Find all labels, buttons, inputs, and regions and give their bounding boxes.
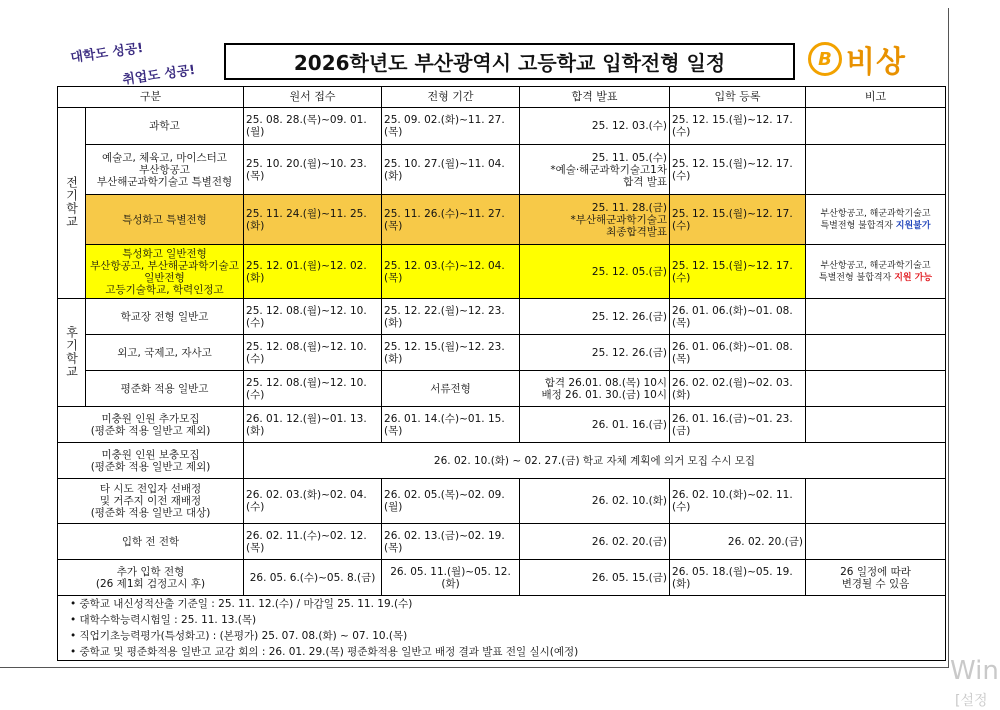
- cell-remarks: [806, 108, 946, 145]
- row-label-additional: [58, 407, 244, 443]
- cell-period: 26. 02. 13.(금)~02. 19.(목): [382, 524, 520, 560]
- footnote: • 중학교 및 평준화적용 일반고 교감 회의 : 26. 01. 29.(목) 평준화적용 일반고 배정 결과 발표 전일 실시(예정): [58, 644, 946, 661]
- remark-emphasis: 지원 가능: [894, 272, 933, 283]
- remark-text: 특별전형 불합격자: [820, 220, 896, 231]
- cell-result: 26. 05. 15.(금): [520, 560, 670, 596]
- cell-period: 26. 05. 11.(월)~05. 12.(화): [382, 560, 520, 596]
- result-line: *부산해군과학기술고: [570, 213, 668, 226]
- cell-remarks: [806, 479, 946, 524]
- group-label-late: 후기학교: [58, 299, 86, 407]
- footnote-row: [58, 596, 946, 613]
- row-label-foreign: 외고, 국제고, 자사고: [86, 335, 244, 371]
- cell-registration: 25. 12. 15.(월)~12. 17.(수): [670, 245, 806, 299]
- row-label-special-track: 특성화고 특별전형: [86, 195, 244, 245]
- remark-line: [808, 220, 943, 232]
- page-border-right: [948, 8, 949, 668]
- cell-period: 25. 12. 22.(월)~12. 23.(화): [382, 299, 520, 335]
- cell-application: 25. 12. 08.(월)~12. 10.(수): [244, 371, 382, 407]
- cell-application: 25. 10. 20.(월)~10. 23.(목): [244, 145, 382, 195]
- table-row: [58, 108, 946, 145]
- page-title: 2026학년도 부산광역시 고등학교 입학전형 일정: [224, 43, 795, 80]
- remark-line: [808, 272, 943, 284]
- footnote-row: [58, 644, 946, 661]
- row-label-line: 고등기술학교, 학력인정고: [105, 283, 224, 296]
- cell-period: 25. 12. 15.(월)~12. 23.(화): [382, 335, 520, 371]
- header-application: 원서 접수: [244, 87, 382, 108]
- table-row: [58, 195, 946, 245]
- cell-application: 25. 11. 24.(월)~11. 25.(화): [244, 195, 382, 245]
- cell-period: 25. 09. 02.(화)~11. 27.(목): [382, 108, 520, 145]
- cell-registration: 26. 05. 18.(월)~05. 19.(화): [670, 560, 806, 596]
- row-label-arts: [86, 145, 244, 195]
- cell-remarks: [806, 335, 946, 371]
- remark-emphasis: 지원불가: [895, 220, 931, 231]
- slogan-line-2: 취업도 성공!: [121, 62, 197, 89]
- cell-registration: 26. 02. 10.(화)~02. 11.(수): [670, 479, 806, 524]
- row-label-line: 부산항공고, 부산해군과학기술고: [90, 259, 239, 272]
- row-label-supplementary: [58, 443, 244, 479]
- result-line: 25. 11. 28.(금): [591, 201, 668, 214]
- cell-remarks: [806, 407, 946, 443]
- cell-application: 26. 01. 12.(월)~01. 13.(화): [244, 407, 382, 443]
- table-row: [58, 335, 946, 371]
- visang-b-icon: B: [808, 42, 842, 76]
- row-label-line: (평준화 적용 일반고 대상): [90, 507, 211, 519]
- cell-remarks: [806, 195, 946, 245]
- cell-application: 25. 12. 08.(월)~12. 10.(수): [244, 299, 382, 335]
- footnote: • 중학교 내신성적산출 기준일 : 25. 11. 12.(수) / 마감일 25. 11. 19.(수): [58, 596, 946, 613]
- header-category: 구분: [58, 87, 244, 108]
- table-header-row: [58, 87, 946, 108]
- visang-logo: [808, 38, 928, 80]
- row-label-special-general: [86, 245, 244, 299]
- cell-application: 25. 12. 01.(월)~12. 02.(화): [244, 245, 382, 299]
- row-label-line: 예술고, 체육고, 마이스터고: [102, 151, 227, 164]
- cell-registration: 26. 02. 02.(월)~02. 03.(화): [670, 371, 806, 407]
- remark-line: 부산항공고, 해군과학기술고: [820, 208, 931, 219]
- windows-activation-watermark: Win: [950, 656, 999, 686]
- table-row: [58, 371, 946, 407]
- cell-remarks: [806, 299, 946, 335]
- cell-remarks: [806, 560, 946, 596]
- table-row: [58, 245, 946, 299]
- row-label-equal: 평준화 적용 일반고: [86, 371, 244, 407]
- row-label-line: (평준화 적용 일반고 제외): [90, 424, 211, 437]
- brand-slogan-logo: [66, 38, 216, 89]
- row-label-extra: [58, 560, 244, 596]
- cell-period: 25. 10. 27.(월)~11. 04.(화): [382, 145, 520, 195]
- row-label-line: 타 시도 전입자 선배정: [99, 483, 202, 495]
- table-row: [58, 145, 946, 195]
- windows-activation-watermark-sub: [설정: [955, 693, 988, 709]
- result-line: 25. 11. 05.(수): [591, 151, 668, 164]
- cell-result: 25. 12. 03.(수): [520, 108, 670, 145]
- result-line: 합격 26.01. 08.(목) 10시: [544, 376, 668, 389]
- row-label-line: (평준화 적용 일반고 제외): [90, 460, 211, 473]
- cell-application: 25. 08. 28.(목)~09. 01.(월): [244, 108, 382, 145]
- row-label-science: 과학고: [86, 108, 244, 145]
- table-row: [58, 479, 946, 524]
- cell-result: [520, 195, 670, 245]
- cell-merged-schedule: 26. 02. 10.(화) ~ 02. 27.(금) 학교 자체 계획에 의거 모집 수시 모집: [244, 443, 946, 479]
- cell-registration: 26. 01. 16.(금)~01. 23.(금): [670, 407, 806, 443]
- row-label-transfer: [58, 479, 244, 524]
- group-label-early: 전기학교: [58, 108, 86, 299]
- header-result: 합격 발표: [520, 87, 670, 108]
- cell-result: [520, 371, 670, 407]
- result-line: 최종합격발표: [606, 225, 668, 238]
- cell-registration: 26. 01. 06.(화)~01. 08.(목): [670, 335, 806, 371]
- cell-period: 26. 02. 05.(목)~02. 09.(월): [382, 479, 520, 524]
- cell-registration: 25. 12. 15.(월)~12. 17.(수): [670, 145, 806, 195]
- row-label-pre-transfer: 입학 전 전학: [58, 524, 244, 560]
- table-row: [58, 299, 946, 335]
- remark-line: 26 일정에 따라: [840, 565, 911, 578]
- row-label-line: (26 제1회 검정고시 후): [95, 577, 206, 590]
- row-label-line: 및 거주지 이전 재배정: [99, 495, 202, 507]
- result-line: 배정 26. 01. 30.(금) 10시: [541, 388, 668, 401]
- cell-result: 26. 01. 16.(금): [520, 407, 670, 443]
- row-label-line: 미충원 인원 추가모집: [101, 412, 200, 425]
- cell-registration: 25. 12. 15.(월)~12. 17.(수): [670, 108, 806, 145]
- cell-application: 26. 05. 6.(수)~05. 8.(금): [244, 560, 382, 596]
- cell-result: 25. 12. 05.(금): [520, 245, 670, 299]
- result-line: 합격 발표: [623, 175, 668, 188]
- row-label-principal: 학교장 전형 일반고: [86, 299, 244, 335]
- remark-text: 특별전형 불합격자: [818, 272, 895, 283]
- cell-result: 26. 02. 20.(금): [520, 524, 670, 560]
- cell-result: 25. 12. 26.(금): [520, 335, 670, 371]
- footnote-row: [58, 628, 946, 644]
- table-row: [58, 443, 946, 479]
- cell-registration: 25. 12. 15.(월)~12. 17.(수): [670, 195, 806, 245]
- cell-period: 25. 12. 03.(수)~12. 04.(목): [382, 245, 520, 299]
- page-border-bottom: [0, 667, 949, 668]
- row-label-line: 일반전형: [144, 271, 185, 284]
- cell-result: [520, 145, 670, 195]
- cell-period: 서류전형: [382, 371, 520, 407]
- cell-period: 25. 11. 26.(수)~11. 27.(목): [382, 195, 520, 245]
- visang-logo-text: 비상: [846, 45, 906, 80]
- footnote: • 대학수학능력시험일 : 25. 11. 13.(목): [58, 612, 946, 628]
- cell-application: 26. 02. 03.(화)~02. 04.(수): [244, 479, 382, 524]
- row-label-line: 추가 입학 전형: [116, 565, 185, 578]
- row-label-line: 미충원 인원 보충모집: [101, 448, 200, 461]
- row-label-line: 부산항공고: [139, 163, 190, 176]
- cell-application: 26. 02. 11.(수)~02. 12.(목): [244, 524, 382, 560]
- table-row: [58, 524, 946, 560]
- cell-registration: 26. 02. 20.(금): [670, 524, 806, 560]
- result-line: *예술·해군과학기술고1차: [550, 163, 668, 176]
- header-screening-period: 전형 기간: [382, 87, 520, 108]
- remark-line: 부산항공고, 해군과학기술고: [820, 260, 931, 271]
- admission-schedule-table: [57, 86, 946, 661]
- header-remarks: 비고: [806, 87, 946, 108]
- row-label-line: 부산해군과학기술고 특별전형: [96, 175, 233, 188]
- table-row: [58, 560, 946, 596]
- cell-result: 25. 12. 26.(금): [520, 299, 670, 335]
- header-registration: 입학 등록: [670, 87, 806, 108]
- footnote-row: [58, 612, 946, 628]
- slogan-line-1: 대학도 성공!: [69, 40, 145, 67]
- cell-remarks: [806, 245, 946, 299]
- cell-result: 26. 02. 10.(화): [520, 479, 670, 524]
- cell-remarks: [806, 145, 946, 195]
- table-row: [58, 407, 946, 443]
- cell-remarks: [806, 524, 946, 560]
- remark-line: 변경될 수 있음: [841, 577, 910, 590]
- footnote: • 직업기초능력평가(특성화고) : (본평가) 25. 07. 08.(화) ~ 07. 10.(목): [58, 628, 946, 644]
- cell-remarks: [806, 371, 946, 407]
- cell-registration: 26. 01. 06.(화)~01. 08.(목): [670, 299, 806, 335]
- cell-period: 26. 01. 14.(수)~01. 15.(목): [382, 407, 520, 443]
- row-label-line: 특성화고 일반전형: [122, 247, 207, 260]
- cell-application: 25. 12. 08.(월)~12. 10.(수): [244, 335, 382, 371]
